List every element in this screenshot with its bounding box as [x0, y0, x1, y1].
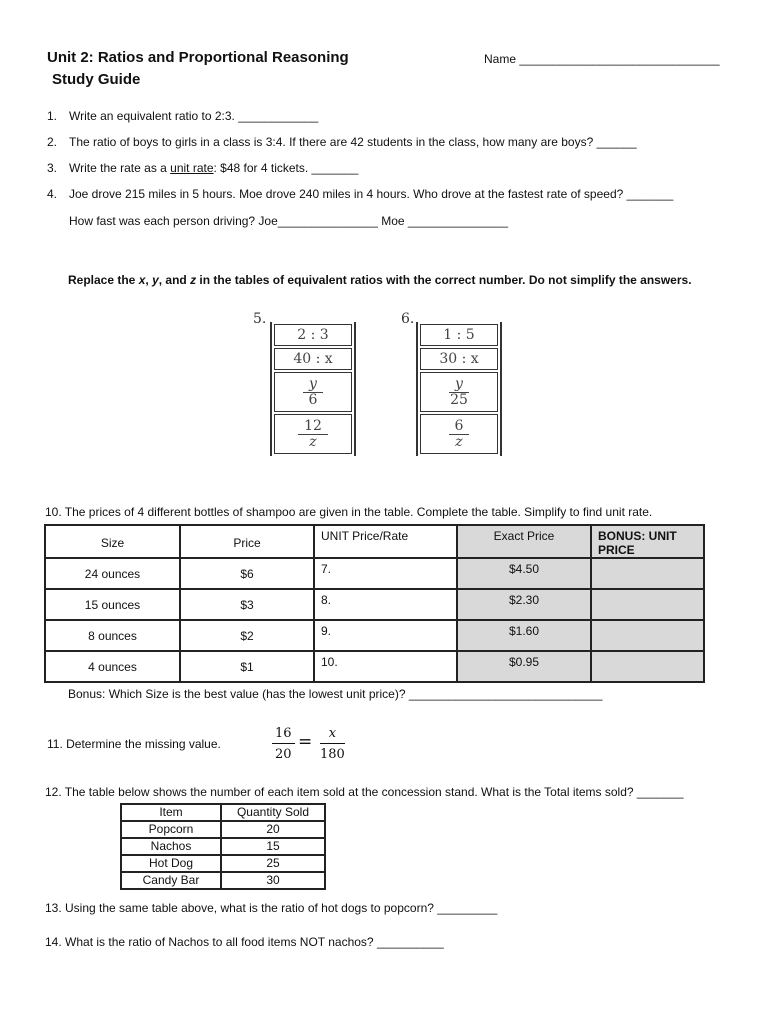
item-cell: Hot Dog [121, 855, 221, 872]
ratio-fraction [274, 414, 352, 454]
ratio-fraction [420, 414, 498, 454]
question-10: 10. The prices of 4 different bottles of shampoo are given in the table. Complete the table. Simplify to find unit rate. [45, 505, 653, 519]
name-field[interactable]: Name ______________________________ [484, 52, 720, 66]
header-bonus: BONUS: UNIT PRICE [591, 525, 704, 558]
question-11: 11. Determine the missing value. [47, 737, 221, 751]
bonus-cell[interactable] [591, 651, 704, 682]
unit-rate-cell[interactable]: 8. [314, 589, 457, 620]
unit-rate-cell[interactable]: 9. [314, 620, 457, 651]
price-cell: $6 [180, 558, 314, 589]
fraction-a [272, 726, 295, 762]
fraction-denominator: z [309, 433, 317, 450]
ratio-row: 1 : 5 [420, 324, 498, 346]
fraction-numerator: 6 [449, 419, 470, 435]
table-row [121, 821, 325, 838]
var-z: z [190, 273, 197, 287]
question-1 [47, 109, 318, 123]
price-cell: $2 [180, 620, 314, 651]
item-cell: Candy Bar [121, 872, 221, 889]
instruction-post: in the tables of equivalent ratios with the correct number. Do not simplify the answers. [196, 273, 692, 287]
price-cell: $3 [180, 589, 314, 620]
question-2 [47, 135, 637, 149]
ratio-table-6 [416, 322, 502, 456]
question-12: 12. The table below shows the number of each item sold at the concession stand. What is the Total items sold? _______ [45, 785, 684, 799]
ratio-table-5 [270, 322, 356, 456]
unit-rate-cell[interactable]: 7. [314, 558, 457, 589]
header-unit-rate: UNIT Price/Rate [314, 525, 457, 558]
bonus-cell[interactable] [591, 558, 704, 589]
equals-sign: = [298, 732, 313, 752]
ratio-row: 2 : 3 [274, 324, 352, 346]
ratio-fraction [274, 372, 352, 412]
ratio-instruction [68, 273, 692, 287]
quantity-cell: 15 [221, 838, 325, 855]
fraction-numerator: y [449, 377, 469, 393]
question-text-pre: Write the rate as a [69, 161, 171, 175]
fraction-numerator: x [320, 726, 345, 744]
fraction-numerator: 16 [272, 726, 295, 744]
header-price: Price [180, 525, 314, 558]
question-14: 14. What is the ratio of Nachos to all food items NOT nachos? __________ [45, 935, 444, 949]
question-number: 4. [47, 187, 58, 201]
fraction-numerator: 12 [298, 419, 328, 435]
concession-table [120, 803, 326, 890]
page-title: Unit 2: Ratios and Proportional Reasoning [47, 49, 349, 66]
table-row [45, 620, 704, 651]
header-exact-price: Exact Price [457, 525, 591, 558]
fraction-b [320, 726, 345, 762]
fraction-numerator: y [303, 377, 323, 393]
instruction-sep: , and [158, 273, 191, 287]
price-cell: $1 [180, 651, 314, 682]
size-cell: 4 ounces [45, 651, 180, 682]
table-row [121, 838, 325, 855]
var-y: y [152, 273, 159, 287]
question-3 [47, 161, 358, 175]
quantity-cell: 30 [221, 872, 325, 889]
exact-price-cell: $0.95 [457, 651, 591, 682]
ratio-fraction [420, 372, 498, 412]
quantity-cell: 20 [221, 821, 325, 838]
question-text: Write an equivalent ratio to 2:3. ____________ [69, 109, 319, 123]
table-row [45, 651, 704, 682]
table-header-row [121, 804, 325, 821]
header-item: Item [121, 804, 221, 821]
question-text-post: : $48 for 4 tickets. _______ [213, 161, 359, 175]
bonus-cell[interactable] [591, 620, 704, 651]
bonus-question: Bonus: Which Size is the best value (has the lowest unit price)? _____________________________ [68, 687, 603, 701]
unit-rate-cell[interactable]: 10. [314, 651, 457, 682]
table-row [45, 589, 704, 620]
table-row [45, 558, 704, 589]
question-text: Joe drove 215 miles in 5 hours. Moe drove 240 miles in 4 hours. Who drove at the fastest rate of speed? _______ [69, 187, 674, 201]
question-text: The ratio of boys to girls in a class is 3:4. If there are 42 students in the class, how many are boys? ______ [69, 135, 637, 149]
question-number: 3. [47, 161, 58, 175]
ratio-row: 40 : x [274, 348, 352, 370]
header-quantity: Quantity Sold [221, 804, 325, 821]
fraction-denominator: 20 [275, 747, 292, 762]
exact-price-cell: $2.30 [457, 589, 591, 620]
exact-price-cell: $1.60 [457, 620, 591, 651]
ratio-table-5-label: 5. [253, 311, 267, 327]
instruction-sep: , [145, 273, 153, 287]
question-4 [47, 187, 673, 201]
shampoo-table [44, 524, 705, 683]
fraction-denominator: 180 [320, 747, 345, 762]
table-row [121, 872, 325, 889]
bonus-cell[interactable] [591, 589, 704, 620]
fraction-denominator: z [455, 433, 463, 450]
unit-rate-term: unit rate [170, 161, 214, 175]
size-cell: 8 ounces [45, 620, 180, 651]
instruction-pre: Replace the [68, 273, 139, 287]
size-cell: 15 ounces [45, 589, 180, 620]
question-number: 1. [47, 109, 58, 123]
exact-price-cell: $4.50 [457, 558, 591, 589]
fraction-denominator: 25 [450, 391, 468, 408]
page-subtitle: Study Guide [52, 71, 141, 88]
question-4-sub: How fast was each person driving? Joe_______________ Moe _______________ [69, 214, 509, 228]
item-cell: Nachos [121, 838, 221, 855]
table-header-row [45, 525, 704, 558]
header-size: Size [45, 525, 180, 558]
question-number: 2. [47, 135, 58, 149]
quantity-cell: 25 [221, 855, 325, 872]
item-cell: Popcorn [121, 821, 221, 838]
ratio-table-6-label: 6. [401, 311, 415, 327]
var-x: x [138, 273, 146, 287]
size-cell: 24 ounces [45, 558, 180, 589]
ratio-row: 30 : x [420, 348, 498, 370]
table-row [121, 855, 325, 872]
fraction-denominator: 6 [308, 391, 318, 408]
question-13: 13. Using the same table above, what is the ratio of hot dogs to popcorn? _________ [45, 901, 498, 915]
